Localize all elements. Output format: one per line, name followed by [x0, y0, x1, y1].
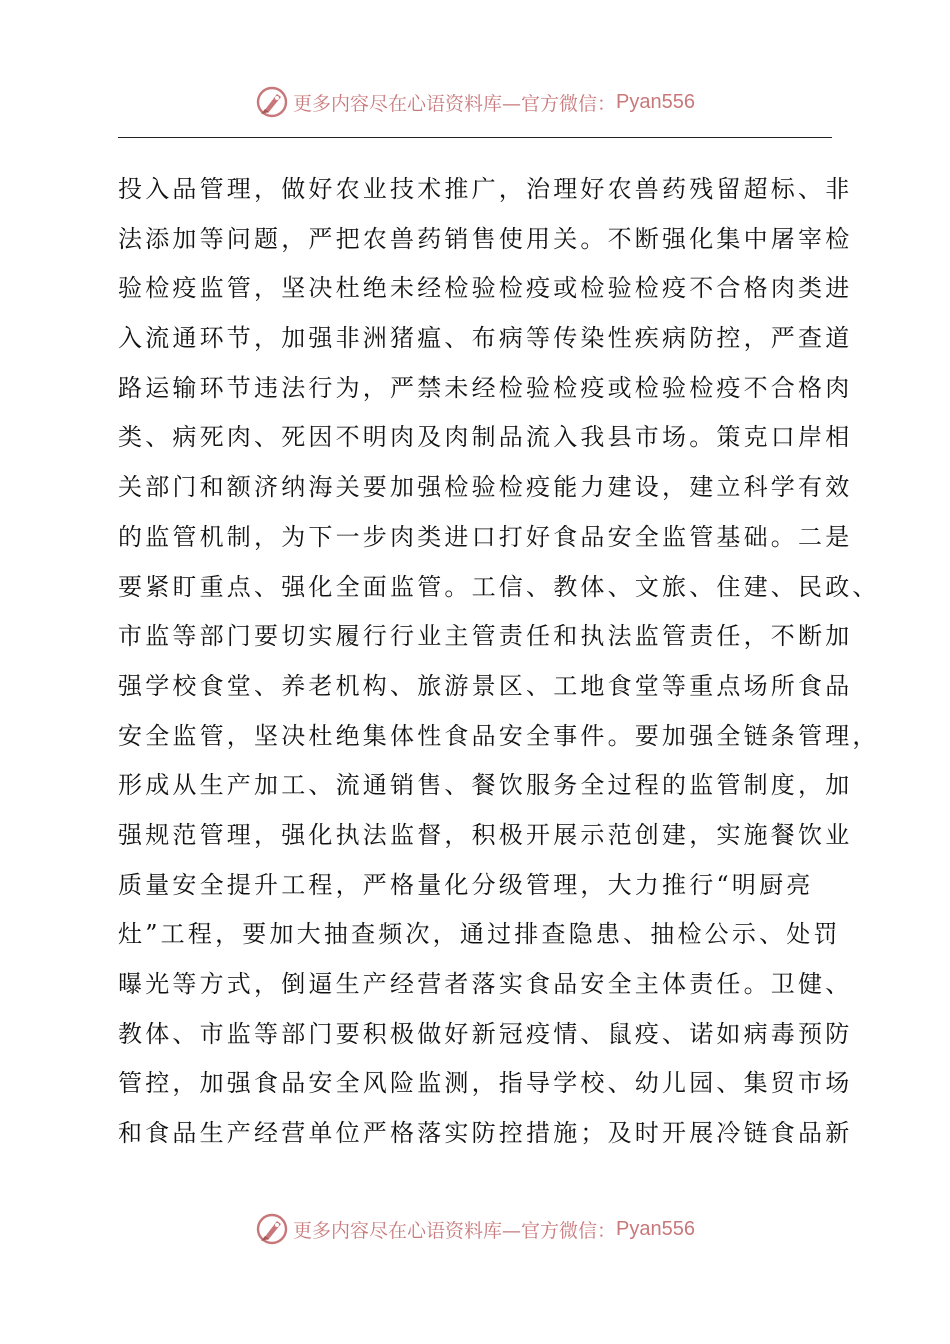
text-line: 的监管机制，为下一步肉类进口打好食品安全监管基础。二是: [118, 522, 853, 551]
header-divider: [118, 137, 832, 138]
footer-banner-handle: Pyan556: [616, 1217, 695, 1240]
text-line: 入流通环节，加强非洲猪瘟、布病等传染性疾病防控，严查道: [118, 324, 853, 353]
document-body: [118, 165, 880, 1159]
text-line: 和食品生产经营单位严格落实防控措施；及时开展冷链食品新: [118, 1119, 853, 1148]
text-line: 灶”工程，要加大抽查频次，通过排查隐患、抽检公示、处罚: [118, 920, 841, 949]
text-line: 形成从生产加工、流通销售、餐饮服务全过程的监管制度，加: [118, 771, 853, 800]
text-line: 质量安全提升工程，严格量化分级管理，大力推行“明厨亮: [118, 870, 814, 899]
footer-banner: [0, 1211, 950, 1247]
text-line: 要紧盯重点、强化全面监管。工信、教体、文旅、住建、民政、: [118, 572, 880, 601]
text-line: 管控，加强食品安全风险监测，指导学校、幼儿园、集贸市场: [118, 1069, 853, 1098]
header-banner-text: 更多内容尽在心语资料库—官方微信：: [293, 92, 617, 115]
text-line: 市监等部门要切实履行行业主管责任和执法监管责任，不断加: [118, 622, 853, 651]
text-line: 强规范管理，强化执法监督，积极开展示范创建，实施餐饮业: [118, 820, 853, 849]
header-banner-handle: Pyan556: [616, 90, 695, 113]
text-line: 关部门和额济纳海关要加强检验检疫能力建设，建立科学有效: [118, 473, 853, 502]
text-line: 法添加等问题，严把农兽药销售使用关。不断强化集中屠宰检: [118, 224, 853, 253]
text-line: 验检疫监管，坚决杜绝未经检验检疫或检验检疫不合格肉类进: [118, 274, 853, 303]
text-line: 投入品管理，做好农业技术推广，治理好农兽药残留超标、非: [118, 175, 853, 203]
text-line: 类、病死肉、死因不明肉及肉制品流入我县市场。策克口岸相: [118, 423, 853, 452]
header-banner: [0, 84, 950, 120]
text-line: 安全监管，坚决杜绝集体性食品安全事件。要加强全链条管理，: [118, 721, 880, 750]
pen-nib-logo-icon: [255, 1212, 289, 1246]
footer-banner-text: 更多内容尽在心语资料库—官方微信：: [293, 1219, 617, 1242]
pen-nib-logo-icon: [255, 85, 289, 119]
text-line: 路运输环节违法行为，严禁未经检验检疫或检验检疫不合格肉: [118, 373, 853, 402]
text-line: 曝光等方式，倒逼生产经营者落实食品安全主体责任。卫健、: [118, 970, 853, 998]
text-line: 强学校食堂、养老机构、旅游景区、工地食堂等重点场所食品: [118, 671, 853, 700]
text-line: 教体、市监等部门要积极做好新冠疫情、鼠疫、诺如病毒预防: [118, 1019, 853, 1048]
